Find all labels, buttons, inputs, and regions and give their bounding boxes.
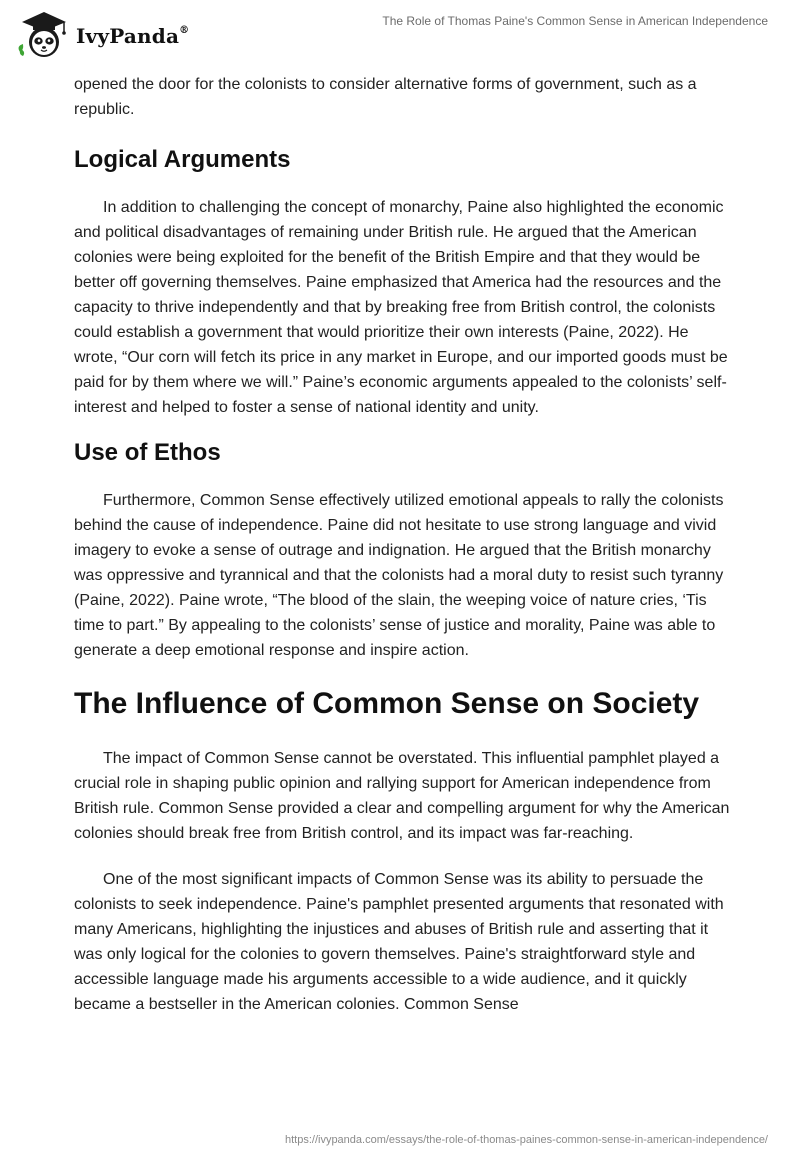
paragraph-influence-2: One of the most significant impacts of Common Sense was its ability to persuade the colonists to seek independence. Paine's pamphlet presented arguments that resonated with many Americans, highlighting the injustices and abuses of British rule and asserting that it was only logical for the colonies to govern themselves. Paine's straightforward style and accessible language made his arguments accessible to a wide audience, and it quickly became a bestseller in the American colonies. Common Sense <box>74 871 724 1013</box>
essay-content <box>74 72 734 1017</box>
heading-use-of-ethos: Use of Ethos <box>74 439 221 466</box>
page-header <box>0 0 800 70</box>
document-title: The Role of Thomas Paine's Common Sense in American Independence <box>382 14 768 28</box>
panda-graduate-icon <box>14 8 74 60</box>
heading-influence-of-common-sense: The Influence of Common Sense on Society <box>74 687 700 720</box>
paragraph-logical-arguments: In addition to challenging the concept of monarchy, Paine also highlighted the economic and political disadvantages of remaining under British rule. He argued that the American colonies were being exploited for the benefit of the British Empire and that they would be better off governing themselves. Paine emphasized that America had the resources and the capacity to thrive independently and that by breaking free from British control, the colonists could establish a government that would prioritize their own interests (Paine, 2022). He wrote, “Our corn will fetch its price in any market in Europe, and our imported goods must be paid for by them where we will.” Paine’s economic arguments appealed to the colonists’ self-interest and helped to foster a sense of national identity and unity. <box>74 199 728 416</box>
intro-paragraph: opened the door for the colonists to consider alternative forms of government, such as a republic. <box>74 76 697 118</box>
paragraph-use-of-ethos: Furthermore, Common Sense effectively utilized emotional appeals to rally the colonists behind the cause of independence. Paine did not hesitate to use strong language and vivid imagery to evoke a sense of outrage and indignation. He argued that the British monarchy was oppressive and tyrannical and that the colonists had a moral duty to resist such tyranny (Paine, 2022). Paine wrote, “The blood of the slain, the weeping voice of nature cries, ‘Tis time to part.” By appealing to the colonists’ sense of justice and morality, Paine was able to generate a deep emotional response and inspire action. <box>74 492 724 659</box>
logo-wordmark: IvyPanda® <box>76 24 190 48</box>
footer-source-url[interactable]: https://ivypanda.com/essays/the-role-of-thomas-paines-common-sense-in-american-independence/ <box>284 1134 768 1146</box>
ivypanda-logo[interactable] <box>14 8 189 60</box>
paragraph-influence-1: The impact of Common Sense cannot be overstated. This influential pamphlet played a crucial role in shaping public opinion and rallying support for American independence from British rule. Common Sense provided a clear and compelling argument for why the American colonies should break free from British control, and its impact was far-reaching. <box>74 750 730 842</box>
heading-logical-arguments: Logical Arguments <box>74 146 291 173</box>
